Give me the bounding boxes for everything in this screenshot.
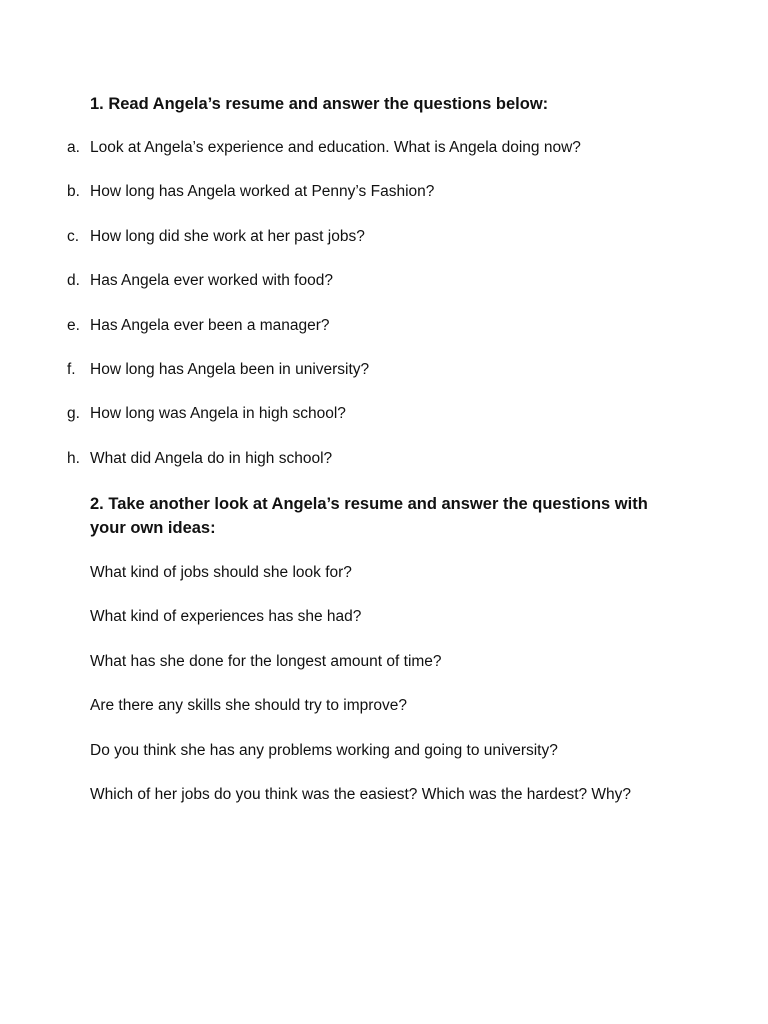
question-letter: a. xyxy=(67,139,80,156)
idea-question: Do you think she has any problems working and going to university? xyxy=(90,741,558,759)
idea-question: Which of her jobs do you think was the easiest? Which was the hardest? Why? xyxy=(90,785,632,803)
question-text: What did Angela do in high school? xyxy=(90,449,333,467)
question-letter: e. xyxy=(67,316,80,334)
idea-question: What kind of jobs should she look for? xyxy=(90,564,352,581)
section-1-heading: 1. Read Angela’s resume and answer the questions below: xyxy=(90,95,549,113)
idea-question: What kind of experiences has she had? xyxy=(90,608,362,626)
question-text: Has Angela ever been a manager? xyxy=(90,316,330,334)
question-text: How long did she work at her past jobs? xyxy=(90,227,365,245)
question-letter: g. xyxy=(67,405,80,423)
question-text: Has Angela ever worked with food? xyxy=(90,272,333,290)
question-letter: b. xyxy=(67,183,80,201)
section-2-heading: 2. Take another look at Angela’s resume and answer the questions with your own ideas: xyxy=(90,495,648,537)
section-2-question-list xyxy=(90,561,631,827)
question-text: How long has Angela worked at Penny’s Fashion? xyxy=(90,183,435,201)
idea-question: Are there any skills she should try to improve? xyxy=(90,697,408,715)
idea-question: What has she done for the longest amount of time? xyxy=(90,652,442,670)
question-letter: h. xyxy=(67,449,80,467)
question-text: How long has Angela been in university? xyxy=(90,360,370,378)
question-letter: d. xyxy=(67,272,80,290)
question-letter: f. xyxy=(67,360,76,378)
question-text: Look at Angela’s experience and education. What is Angela doing now? xyxy=(90,139,581,156)
question-text: How long was Angela in high school? xyxy=(90,405,346,423)
question-letter: c. xyxy=(67,227,80,245)
